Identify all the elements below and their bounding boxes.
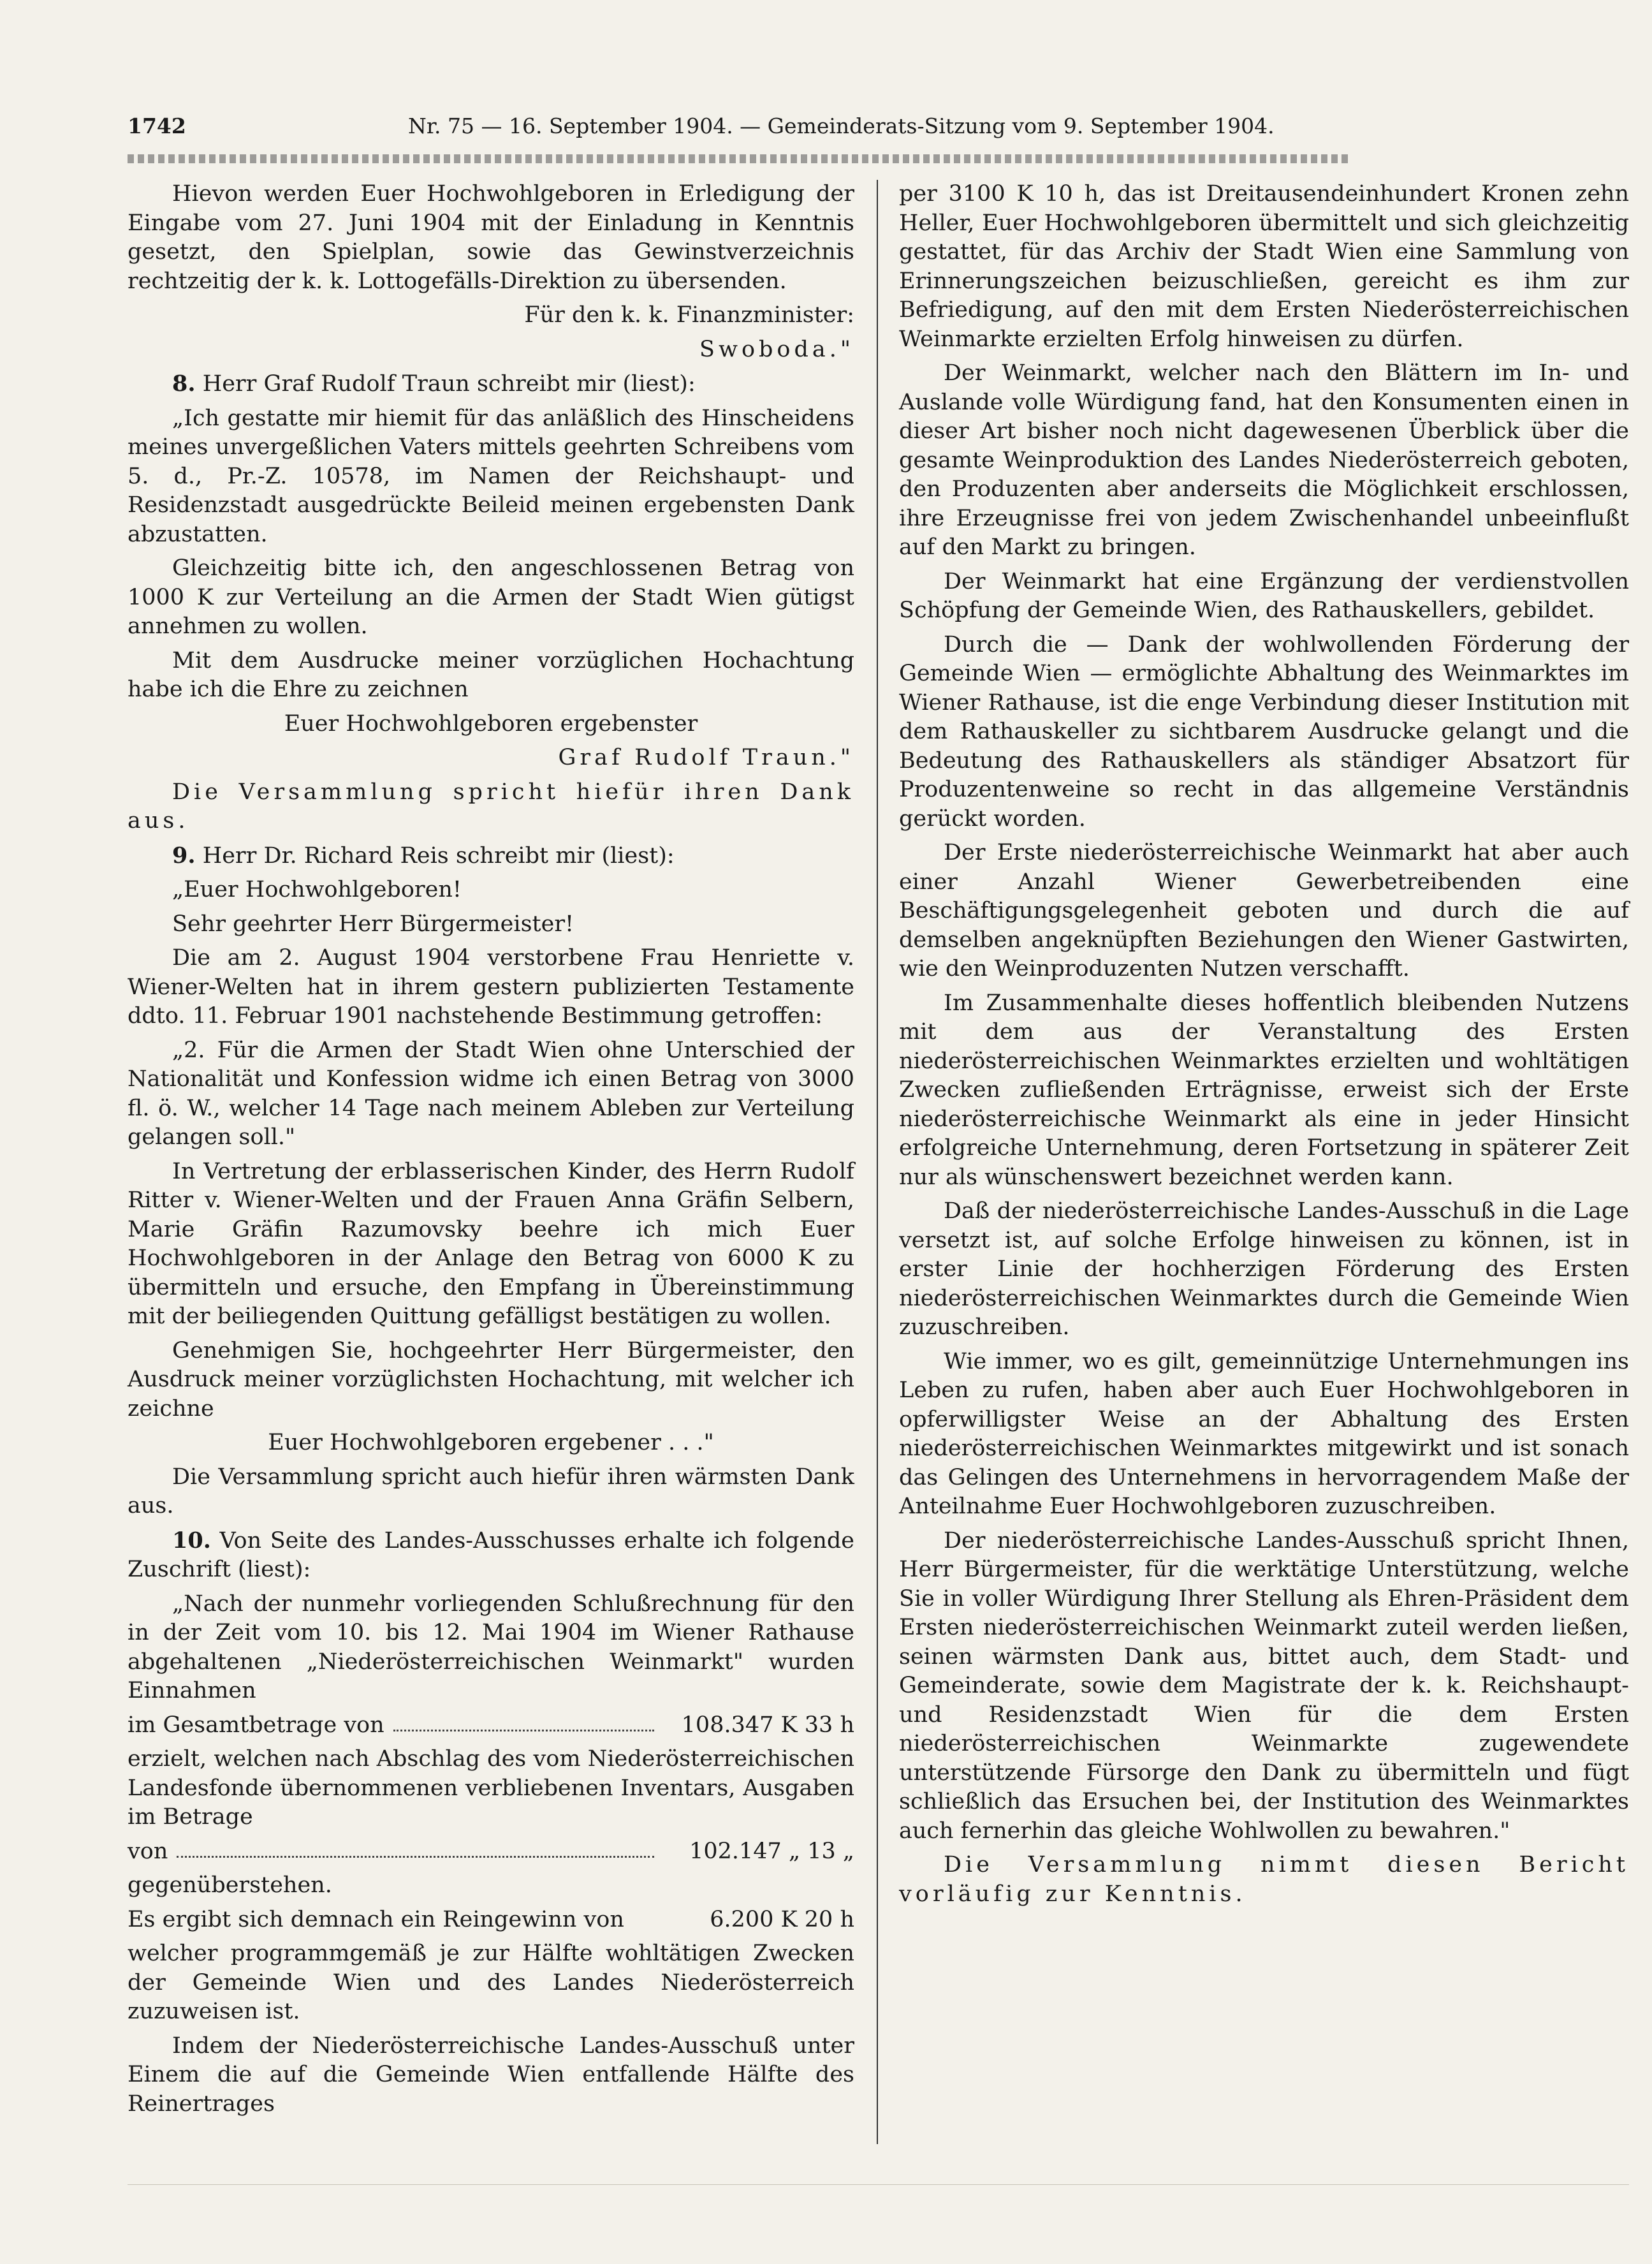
item-10-heading: [128, 1526, 854, 1585]
signature-line: Euer Hochwohlgeboren ergebenster: [284, 710, 698, 737]
salutation: „Euer Hochwohlgeboren!: [172, 877, 462, 902]
page-number: 1742: [128, 114, 186, 138]
paragraph: „Ich gestatte mir hiemit für das anläßlich des Hinscheidens meines unvergeßlichen Vaters mittels geehrten Schreibens vom 5. d., Pr.-Z. 10578, im Namen der Reichshaupt- und Residenzstadt ausgedrückte Beileid meinen ergebensten Dank abzustatten.: [128, 405, 854, 547]
paragraph: Genehmigen Sie, hochgeehrter Herr Bürgermeister, den Ausdruck meiner vorzüglichsten Hochachtung, mit welcher ich zeichne: [128, 1337, 854, 1422]
amount-row: [128, 1711, 854, 1740]
paragraph: In Vertretung der erblasserischen Kinder, des Herrn Rudolf Ritter v. Wiener-Welten und der Frauen Anna Gräfin Selbern, Marie Gräfin Razumovsky beehre ich mich Euer Hochwohlgeboren in der Anlage den Betrag von 6000 K zu übermitteln und ersuche, den Empfang in Übereinstimmung mit der beiliegenden Quittung gefälligst bestätigen zu wollen.: [128, 1158, 854, 1329]
amount-value: 6.200 K 20 h: [710, 1906, 854, 1932]
item-number: 10.: [172, 1527, 211, 1554]
amount-label: im Gesamtbetrage von: [128, 1712, 384, 1738]
amount-label: Es ergibt sich demnach ein Reingewinn von: [128, 1906, 624, 1932]
leader-dots: [393, 1711, 654, 1732]
paragraph: Der Erste niederösterreichische Weinmarkt hat aber auch einer Anzahl Wiener Gewerbetreibenden eine Beschäftigungsgelegenheit geboten und durch die auf demselben angeknüpften Beziehungen den Wiener Gastwirten, wie den Weinproduzenten Nutzen verschafft.: [899, 840, 1629, 981]
signature-name: Graf Rudolf Traun.": [558, 745, 854, 770]
signature-line: Euer Hochwohlgeboren ergebener . . .": [268, 1430, 714, 1455]
paragraph: Daß der niederösterreichische Landes-Ausschuß in die Lage versetzt ist, auf solche Erfolge hinweisen zu können, ist in erster Linie der hochherzigen Förderung des Ersten niederösterreichischen Weinmarktes durch die Gemeinde Wien zuzuschreiben.: [899, 1198, 1629, 1340]
paragraph: Durch die — Dank der wohlwollenden Förderung der Gemeinde Wien — ermöglichte Abhaltung des Weinmarktes im Wiener Rathause, ist die enge Verbindung dieser Institution mit dem Rathauskeller zu sichtbarem Ausdrucke gelangt und die Bedeutung des Rathauskellers als ständiger Absatzort für Produzentenweine so recht in das allgemeine Verständnis gerückt worden.: [899, 631, 1629, 832]
header-divider: [128, 154, 1352, 163]
salutation: Sehr geehrter Herr Bürgermeister!: [172, 911, 574, 937]
page-header: [128, 107, 1352, 145]
paragraph: Hievon werden Euer Hochwohlgeboren in Erledigung der Eingabe vom 27. Juni 1904 mit der Einladung in Kenntnis gesetzt, den Spielplan, sowie das Gewinstverzeichnis rechtzeitig der k. k. Lottogefälls-Direktion zu übersenden.: [128, 181, 854, 294]
paragraph: per 3100 K 10 h, das ist Dreitausendeinhundert Kronen zehn Heller, Euer Hochwohlgeboren übermittelt und sich gleichzeitig gestattet, für das Archiv der Stadt Wien eine Sammlung von Erinnerungszeichen beizuschließen, gereicht es ihm zur Befriedigung, auf den mit dem Ersten Niederösterreichischen Weinmarkte erzielten Erfolg hinweisen zu dürfen.: [899, 181, 1629, 352]
item-intro: Herr Graf Rudolf Traun schreibt mir (liest):: [202, 371, 696, 397]
assembly-result: Die Versammlung nimmt diesen Bericht vorläufig zur Kenntnis.: [899, 1852, 1629, 1907]
amount-value: 108.347 K 33 h: [681, 1712, 854, 1738]
item-9-heading: [128, 841, 854, 871]
item-intro: Herr Dr. Richard Reis schreibt mir (liest):: [202, 842, 675, 869]
paragraph: Mit dem Ausdrucke meiner vorzüglichen Hochachtung habe ich die Ehre zu zeichnen: [128, 647, 854, 702]
amount-value: 102.147 „ 13 „: [689, 1838, 854, 1864]
paragraph: „2. Für die Armen der Stadt Wien ohne Unterschied der Nationalität und Konfession widme ich einen Betrag von 3000 fl. ö. W., welcher 14 Tage nach meinem Ableben zur Verteilung gelangen soll.": [128, 1037, 854, 1150]
leader-dots: [177, 1837, 654, 1858]
paragraph: Wie immer, wo es gilt, gemeinnützige Unternehmungen ins Leben zu rufen, haben aber auch Euer Hochwohlgeboren in opferwilligster Weise an der Abhaltung des Ersten niederösterreichischen Weinmarktes mitgewirkt und ist sonach das Gelingen des Unternehmens in hervorragendem Maße der Anteilnahme Euer Hochwohlgeboren zuzuschreiben.: [899, 1348, 1629, 1519]
amount-row: [128, 1837, 854, 1867]
item-8-heading: [128, 369, 854, 399]
paragraph: Gleichzeitig bitte ich, den angeschlossenen Betrag von 1000 K zur Verteilung an die Armen der Stadt Wien gütigst annehmen zu wollen.: [128, 555, 854, 639]
page-bottom-edge: [128, 2184, 1629, 2185]
column-divider: [877, 180, 878, 2144]
paragraph: Der Weinmarkt, welcher nach den Blättern im In- und Auslande volle Würdigung fand, hat den Konsumenten einen in dieser Art bisher noch nicht dagewesenen Überblick über die gesamte Weinproduktion des Landes Niederösterreich geboten, den Produzenten aber anderseits die Möglichkeit erschlossen, ihre Erzeugnisse frei von jedem Zwischenhandel unbeeinflußt auf den Markt zu bringen.: [899, 360, 1629, 560]
assembly-result: Die Versammlung spricht auch hiefür ihren wärmsten Dank aus.: [128, 1464, 854, 1518]
amount-row: [128, 1906, 854, 1935]
item-number: 9.: [172, 842, 196, 869]
item-number: 8.: [172, 371, 196, 397]
left-column: [128, 180, 854, 2124]
paragraph: Der niederösterreichische Landes-Ausschuß spricht Ihnen, Herr Bürgermeister, für die werktätige Unterstützung, welche Sie in voller Würdigung Ihrer Stellung als Ehren-Präsident dem Ersten niederösterreichischen Weinmarkt zuteil werden ließen, seinen wärmsten Dank aus, bittet auch, dem Stadt- und Gemeinderate, sowie dem Magistrate der k. k. Reichshaupt- und Residenzstadt Wien für die dem Ersten niederösterreichischen Weinmarkte zugewendete unterstützende Fürsorge den Dank zu übermitteln und fügt schließlich das Ersuchen bei, der Institution des Weinmarktes auch fernerhin das gleiche Wohlwollen zu bewahren.": [899, 1527, 1629, 1844]
paragraph: Im Zusammenhalte dieses hoffentlich bleibenden Nutzens mit dem aus der Veranstaltung des Ersten niederösterreichischen Weinmarktes erzielten und wohltätigen Zwecken zufließenden Erträgnisse, erweist sich der Erste niederösterreichische Weinmarkt als eine in jeder Hinsicht erfolgreiche Unternehmung, deren Fortsetzung in späterer Zeit nur als wünschenswert bezeichnet werden kann.: [899, 990, 1629, 1190]
right-column: [899, 180, 1629, 1914]
paragraph: „Nach der nunmehr vorliegenden Schlußrechnung für den in der Zeit vom 10. bis 12. Mai 1904 im Wiener Rathause abgehaltenen „Niederösterreichischen Weinmarkt" wurden Einnahmen: [128, 1591, 854, 1703]
paragraph: Indem der Niederösterreichische Landes-Ausschuß unter Einem die auf die Gemeinde Wien entfallende Hälfte des Reinertrages: [128, 2032, 854, 2117]
item-intro: Von Seite des Landes-Ausschusses erhalte ich folgende Zuschrift (liest):: [128, 1527, 854, 1582]
signature-name: Swoboda.": [699, 336, 854, 362]
paragraph: erzielt, welchen nach Abschlag des vom Niederösterreichischen Landesfonde übernommenen verbliebenen Inventars, Ausgaben im Betrage: [128, 1746, 854, 1830]
assembly-result: Die Versammlung spricht hiefür ihren Dank aus.: [128, 779, 854, 834]
paragraph: Der Weinmarkt hat eine Ergänzung der verdienstvollen Schöpfung der Gemeinde Wien, des Rathauskellers, gebildet.: [899, 568, 1629, 623]
paragraph: welcher programmgemäß je zur Hälfte wohltätigen Zwecken der Gemeinde Wien und des Landes Niederösterreich zuzuweisen ist.: [128, 1941, 854, 2024]
paragraph: gegenüberstehen.: [128, 1872, 332, 1898]
signature-line: Für den k. k. Finanzminister:: [524, 302, 854, 328]
running-title: Nr. 75 — 16. September 1904. — Gemeinderats-Sitzung vom 9. September 1904.: [408, 114, 1275, 138]
amount-label: von: [128, 1838, 168, 1864]
paragraph: Die am 2. August 1904 verstorbene Frau Henriette v. Wiener-Welten hat in ihrem gestern publizierten Testamente ddto. 11. Februar 1901 nachstehende Bestimmung getroffen:: [128, 945, 854, 1029]
